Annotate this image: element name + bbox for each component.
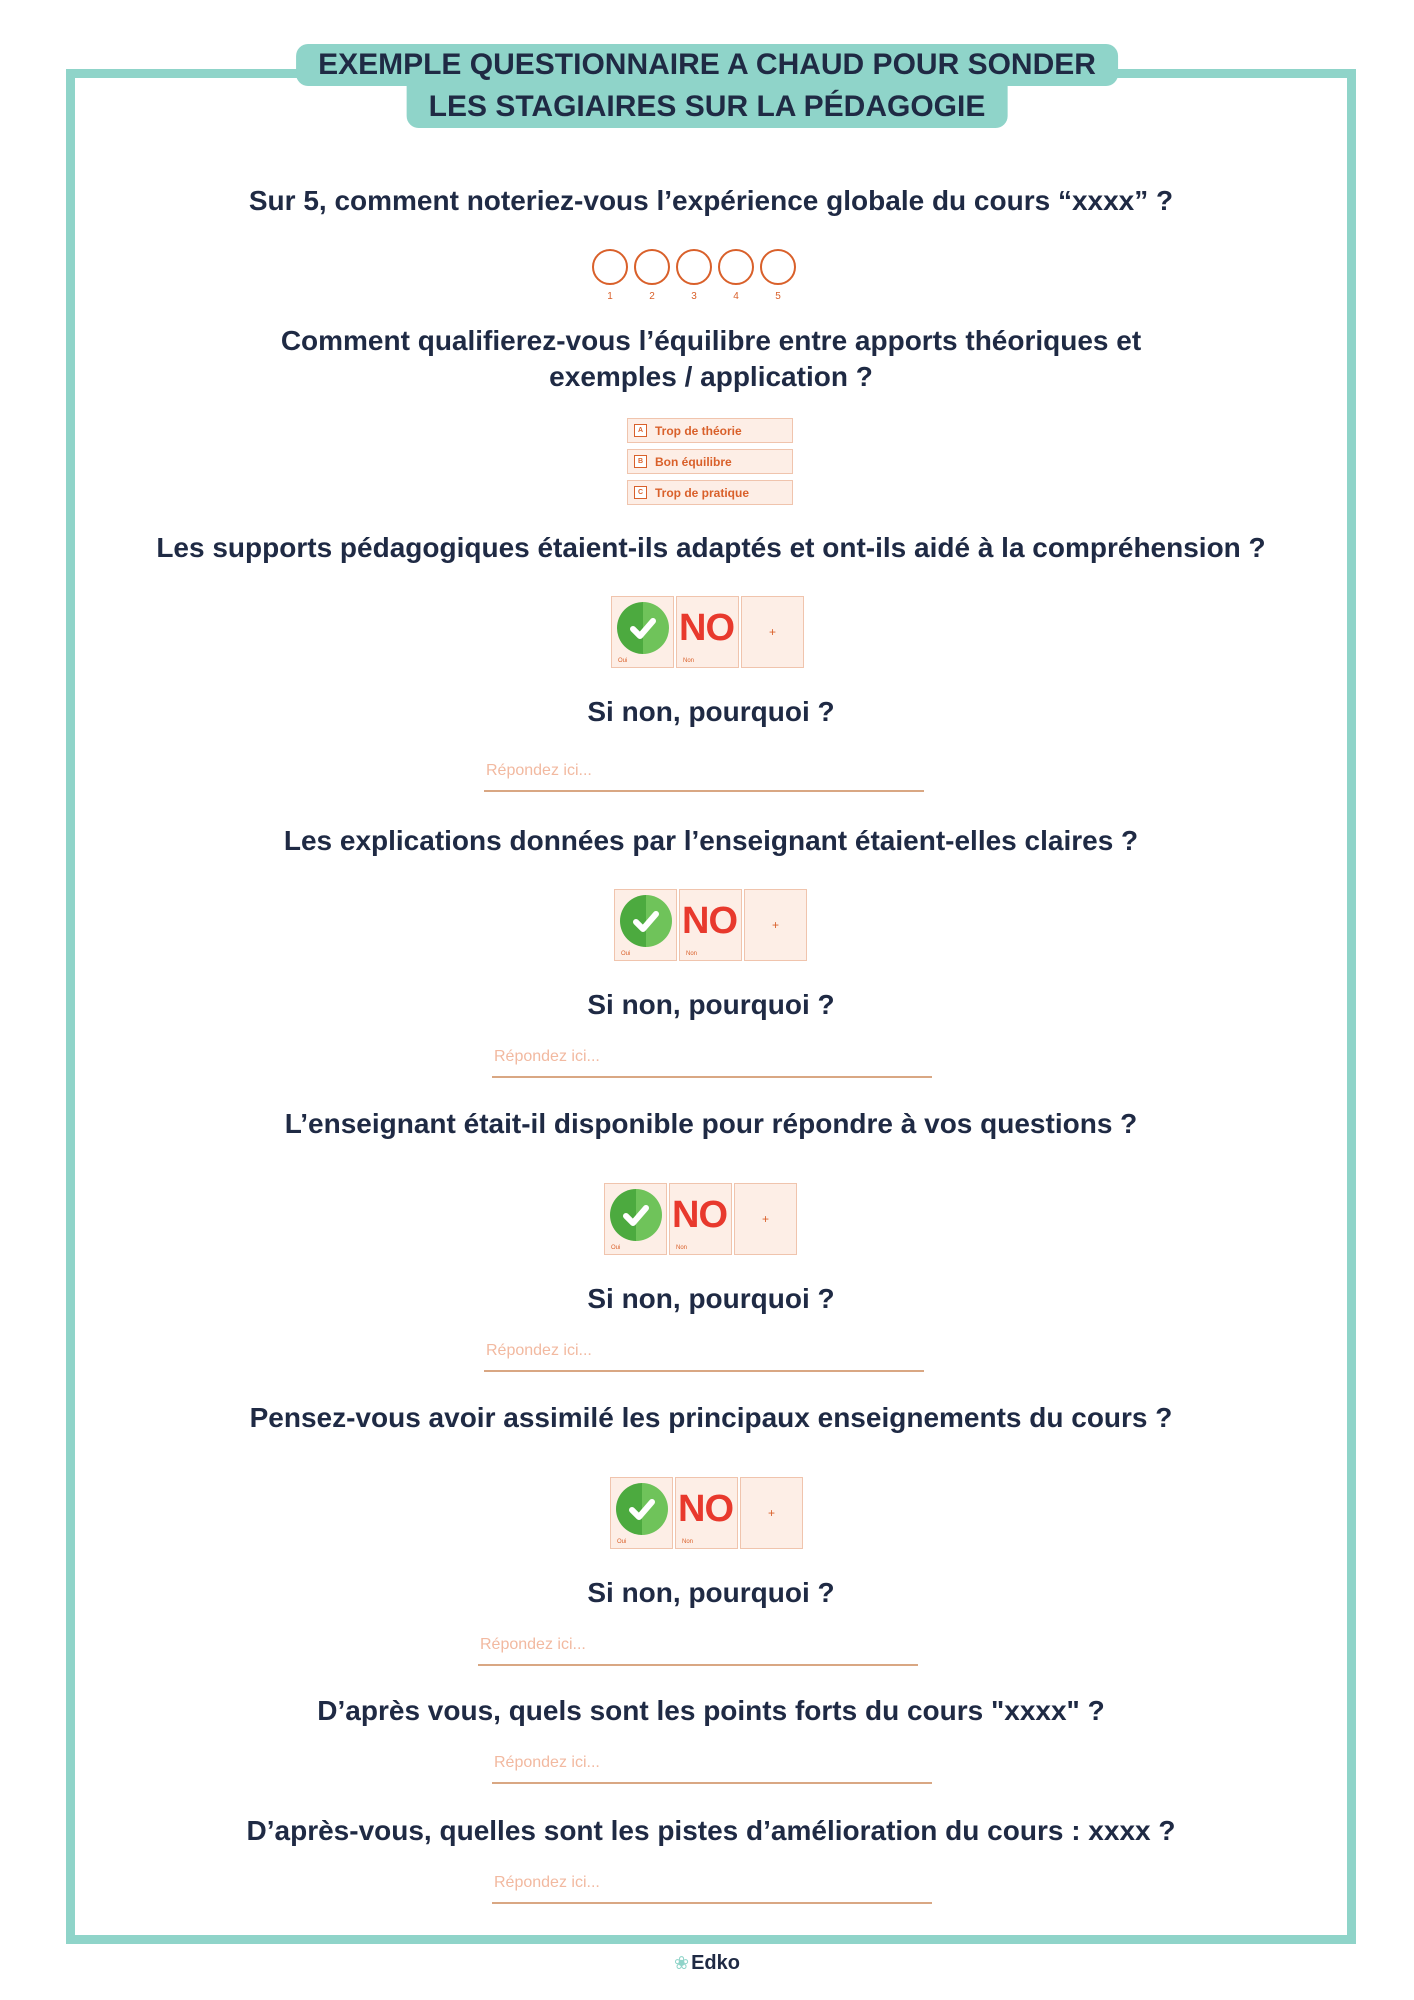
rating-number: 5 [775,291,781,302]
no-sub-label: Non [682,1539,694,1545]
no-sub-label: Non [686,951,698,957]
check-icon [610,1189,662,1241]
yes-sub-label: Oui [621,951,631,957]
answer-placeholder: Répondez ici... [486,762,592,779]
add-option-button[interactable] [740,1477,803,1549]
check-icon [617,602,669,654]
choice-letter: C [634,486,647,499]
answer-placeholder: Répondez ici... [486,1342,592,1359]
rating-option[interactable] [632,249,672,302]
choice-label: Trop de théorie [655,423,742,438]
yes-option[interactable] [610,1477,673,1549]
yes-option[interactable] [604,1183,667,1255]
yes-option[interactable] [614,889,677,961]
brand-name: Edko [691,1952,740,1974]
choice-label: Bon équilibre [655,454,732,469]
question-balance-line2: exemples / application ? [549,361,873,392]
question-supports: Les supports pédagogiques étaient-ils adaptés et ont-ils aidé à la compréhension ? [156,532,1266,563]
follow-up-question: Si non, pourquoi ? [587,696,835,727]
question-rating: Sur 5, comment noteriez-vous l’expérience globale du cours “xxxx” ? [248,185,1174,216]
follow-up-question: Si non, pourquoi ? [587,989,835,1020]
rating-option[interactable] [590,249,630,302]
yes-sub-label: Oui [618,658,628,664]
rating-number: 1 [607,291,613,302]
rating-circle-icon[interactable] [760,249,796,285]
follow-up-question: Si non, pourquoi ? [587,1283,835,1314]
rating-circle-icon[interactable] [592,249,628,285]
page-title-line1: EXEMPLE QUESTIONNAIRE A CHAUD POUR SONDER [296,44,1118,86]
answer-field[interactable] [478,1634,918,1666]
yes-no-block [610,1477,803,1549]
leaf-icon: ❀ [674,1953,690,1973]
yes-no-block [604,1183,797,1255]
answer-field[interactable] [484,760,924,792]
no-option[interactable] [676,596,739,668]
question-assimilation: Pensez-vous avoir assimilé les principaux enseignements du cours ? [249,1402,1173,1433]
no-label: NO [679,607,734,649]
yes-no-block [614,889,807,961]
answer-field[interactable] [492,1752,932,1784]
no-sub-label: Non [676,1245,688,1251]
question-availability: L’enseignant était-il disponible pour répondre à vos questions ? [284,1108,1138,1139]
question-improvements: D’après-vous, quelles sont les pistes d’amélioration du cours : xxxx ? [246,1815,1176,1846]
rating-scale [590,249,798,302]
check-icon [620,895,672,947]
rating-circle-icon[interactable] [634,249,670,285]
answer-placeholder: Répondez ici... [494,1754,600,1771]
choice-option-b[interactable] [627,449,793,474]
answer-placeholder: Répondez ici... [494,1874,600,1891]
plus-icon: + [761,1212,769,1226]
rating-number: 2 [649,291,655,302]
choice-label: Trop de pratique [655,485,750,500]
rating-circle-icon[interactable] [676,249,712,285]
rating-option[interactable] [674,249,714,302]
question-balance-line1: Comment qualifierez-vous l’équilibre entre apports théoriques et [280,325,1142,356]
no-option[interactable] [669,1183,732,1255]
question-strengths: D’après vous, quels sont les points forts du cours "xxxx" ? [317,1695,1105,1726]
choice-letter: A [634,424,647,437]
yes-sub-label: Oui [617,1539,627,1545]
answer-placeholder: Répondez ici... [480,1636,586,1653]
no-label: NO [678,1488,733,1530]
rating-option[interactable] [758,249,798,302]
add-option-button[interactable] [744,889,807,961]
choice-list [627,418,793,511]
follow-up-question: Si non, pourquoi ? [587,1577,835,1608]
check-icon [616,1483,668,1535]
question-explanations: Les explications données par l’enseignant étaient-elles claires ? [283,825,1139,856]
no-option[interactable] [679,889,742,961]
rating-number: 3 [691,291,697,302]
rating-option[interactable] [716,249,756,302]
rating-circle-icon[interactable] [718,249,754,285]
choice-option-c[interactable] [627,480,793,505]
plus-icon: + [767,1506,775,1520]
no-sub-label: Non [683,658,695,664]
answer-field[interactable] [492,1872,932,1904]
rating-number: 4 [733,291,739,302]
no-option[interactable] [675,1477,738,1549]
no-label: NO [672,1194,727,1236]
plus-icon: + [771,918,779,932]
plus-icon: + [768,625,776,639]
add-option-button[interactable] [734,1183,797,1255]
choice-option-a[interactable] [627,418,793,443]
page-title-line2: LES STAGIAIRES SUR LA PÉDAGOGIE [407,86,1008,128]
choice-letter: B [634,455,647,468]
brand-logo [0,1952,1414,1975]
yes-option[interactable] [611,596,674,668]
yes-no-block [611,596,804,668]
answer-field[interactable] [492,1046,932,1078]
add-option-button[interactable] [741,596,804,668]
answer-field[interactable] [484,1340,924,1372]
yes-sub-label: Oui [611,1245,621,1251]
answer-placeholder: Répondez ici... [494,1048,600,1065]
no-label: NO [682,900,737,942]
